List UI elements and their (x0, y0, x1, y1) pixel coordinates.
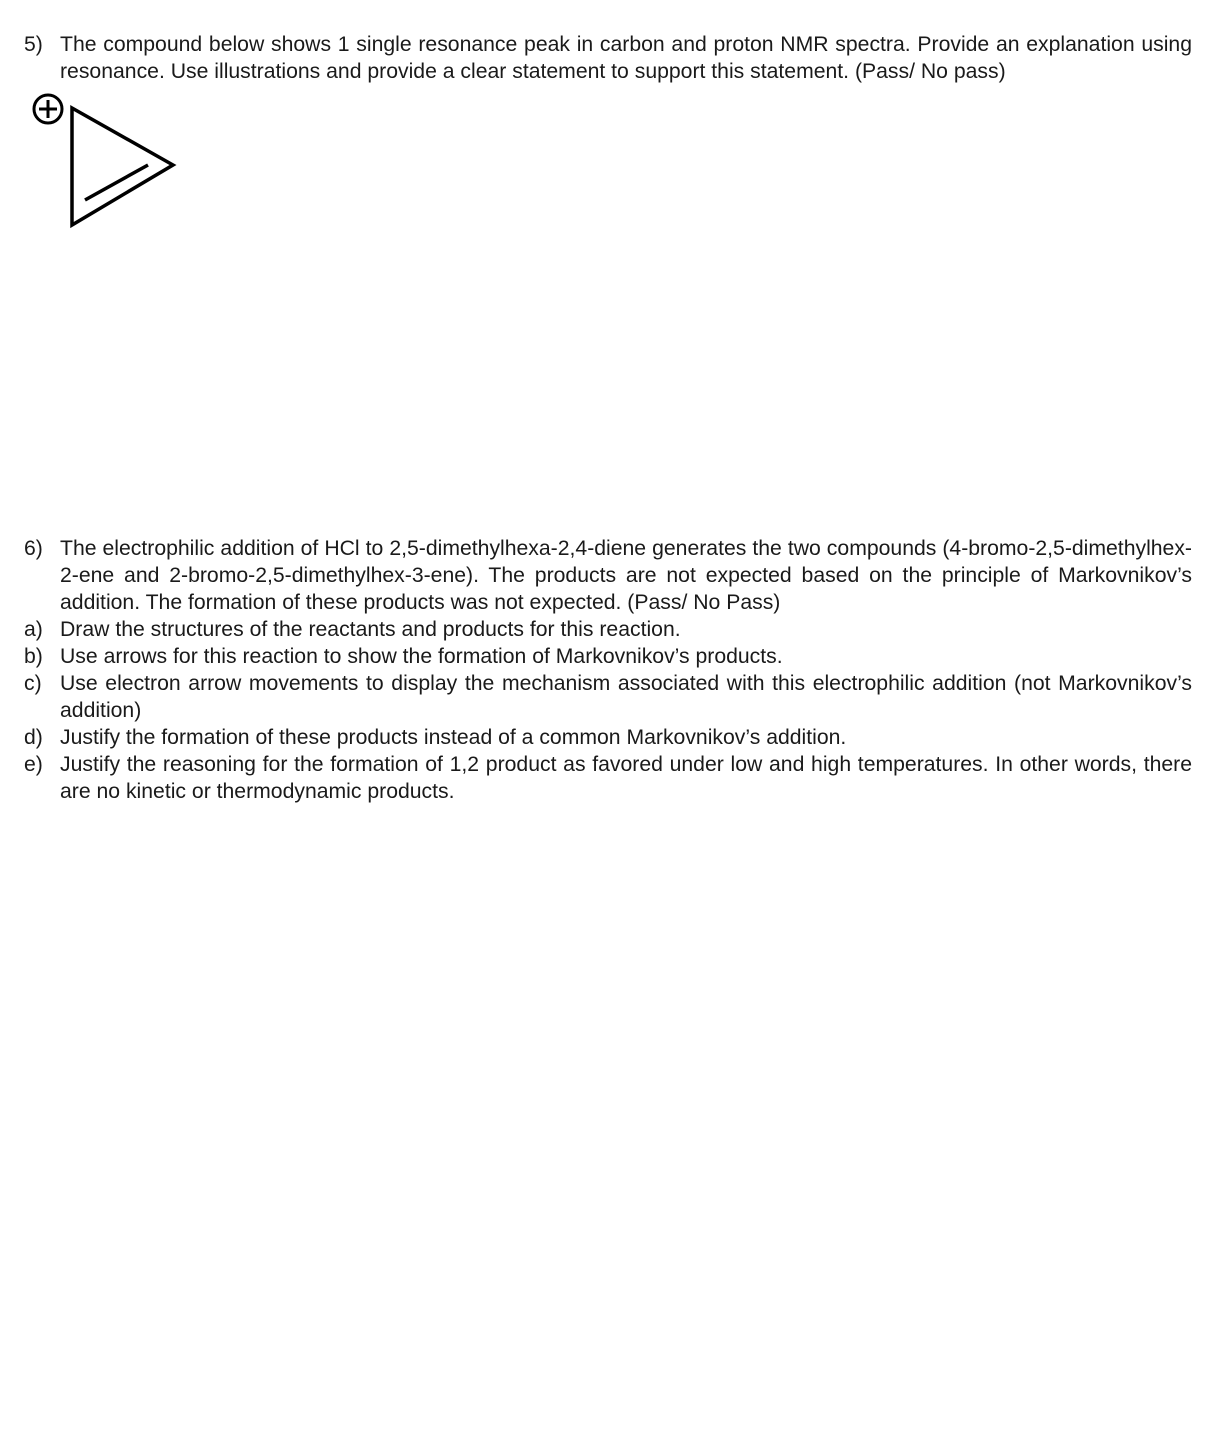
question-6-text: The electrophilic addition of HCl to 2,5-dimethylhexa-2,4-diene generates the two compounds (4-bromo-2,5-dimethylhex-2-ene and 2-bromo-2,5-dimethylhex-3-ene). The products are not expected based on the principle of Markovnikov’s addition. The formation of these products was not expected. (Pass/ No Pass) (60, 537, 1192, 614)
question-5 (24, 31, 1192, 85)
part-label: b) (24, 645, 43, 668)
part-label: e) (24, 753, 43, 776)
question-6-part-a (24, 616, 1192, 643)
question-5-item (24, 31, 1192, 85)
cyclopropene-ring (72, 108, 173, 225)
question-6-part-c (24, 670, 1192, 724)
question-6 (24, 535, 1192, 805)
question-6-part-b (24, 643, 1192, 670)
question-5-number: 5) (24, 33, 43, 56)
question-6-part-d (24, 724, 1192, 751)
part-label: c) (24, 672, 42, 695)
part-text: Draw the structures of the reactants and products for this reaction. (60, 618, 681, 641)
part-label: a) (24, 618, 43, 641)
part-text: Justify the formation of these products instead of a common Markovnikov’s addition. (60, 726, 847, 749)
positive-charge-icon (34, 95, 62, 123)
question-5-text: The compound below shows 1 single resonance peak in carbon and proton NMR spectra. Provide an explanation using resonance. Use illustrations and provide a clear statement to support this statement. (Pass/ No pass) (60, 33, 1192, 83)
question-6-number: 6) (24, 537, 43, 560)
part-text: Use electron arrow movements to display the mechanism associated with this electrophilic addition (not Markovnikov’s addition) (60, 672, 1192, 722)
part-label: d) (24, 726, 43, 749)
question-6-part-e (24, 751, 1192, 805)
double-bond-line (85, 165, 148, 200)
question-6-item (24, 535, 1192, 616)
part-text: Justify the reasoning for the formation of 1,2 product as favored under low and high temperatures. In other words, there are no kinetic or thermodynamic products. (60, 753, 1192, 803)
cyclopropenyl-cation-structure (28, 90, 188, 235)
part-text: Use arrows for this reaction to show the formation of Markovnikov’s products. (60, 645, 783, 668)
